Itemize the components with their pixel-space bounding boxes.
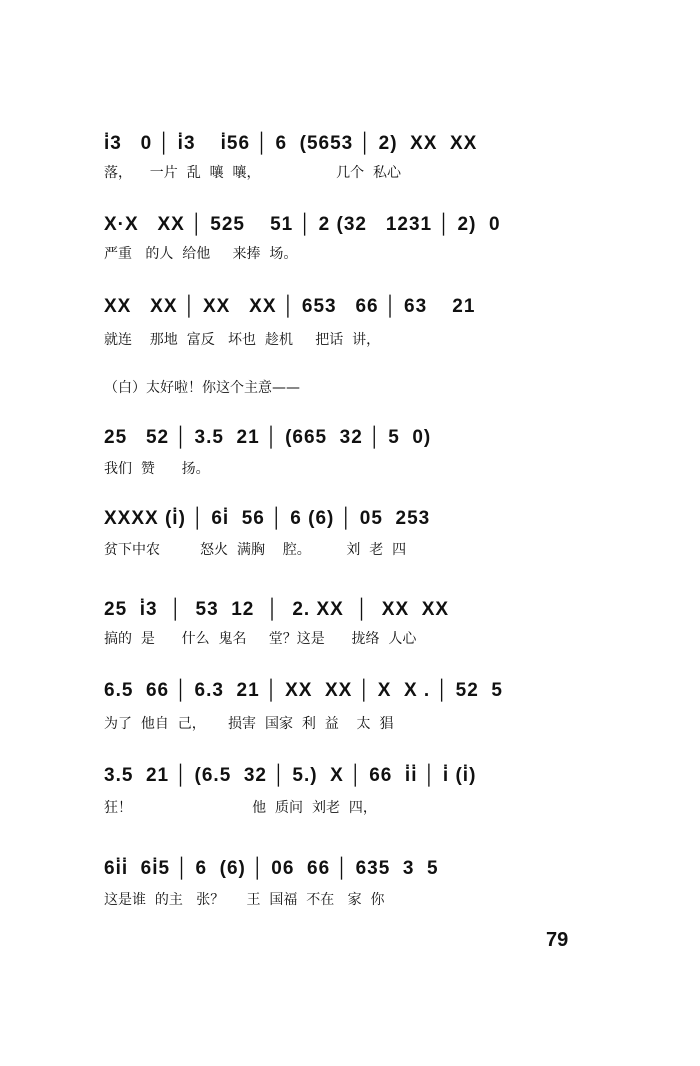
spoken-line: （白）太好啦！你这个主意—— (104, 380, 300, 396)
lyric-line-3: 就连 那地 富反 坏也 趁机 把话 讲， (104, 332, 381, 348)
lyric-line-2: 严重 的人 给他 来捧 场。 (104, 246, 298, 262)
lyric-line-1: 落， 一片 乱 嚷 嚷， 几个 私心 (104, 165, 402, 181)
notation-line-1: i̇3 0 │ i̇3 i̇56 │ 6 (5653 │ 2) XX XX (104, 133, 478, 154)
page-number: 79 (546, 929, 569, 951)
lyric-line-6: 搞的 是 什么 鬼名 堂？这是 拢络 人心 (104, 631, 417, 647)
notation-line-2: X·X XX │ 525 51 │ 2 (32 1231 │ 2) 0 (104, 214, 501, 235)
notation-line-7: 6.5 66 │ 6.3 21 │ XX XX │ X X . │ 52 5 (104, 680, 503, 701)
notation-line-4: 25 52 │ 3.5 21 │ (665 32 │ 5 0) (104, 427, 432, 448)
lyric-line-9: 这是谁 的主 张？ 王 国福 不在 家 你 (104, 892, 385, 908)
notation-line-9: 6i̇i̇ 6i̇5 │ 6 (6) │ 06 66 │ 635 3 5 (104, 858, 439, 879)
lyric-line-7: 为了 他自 己， 损害 国家 利 益 太 猖 (104, 716, 394, 732)
notation-line-8: 3.5 21 │ (6.5 32 │ 5.) X │ 66 i̇i̇ │ i̇ (i̇) (104, 765, 477, 786)
notation-line-3: XX XX │ XX XX │ 653 66 │ 63 21 (104, 296, 476, 317)
notation-line-6: 25 i̇3 │ 53 12 │ 2. XX │ XX XX (104, 599, 450, 620)
lyric-line-4: 我们 赞 扬。 (104, 461, 210, 477)
notation-line-5: XXXX (i̇) │ 6i̇ 56 │ 6 (6) │ 05 253 (104, 508, 431, 529)
lyric-line-8: 狂！ 他 质问 刘老 四， (104, 800, 377, 816)
lyric-line-5: 贫下中农 怒火 满胸 腔。 刘 老 四 (104, 542, 407, 558)
